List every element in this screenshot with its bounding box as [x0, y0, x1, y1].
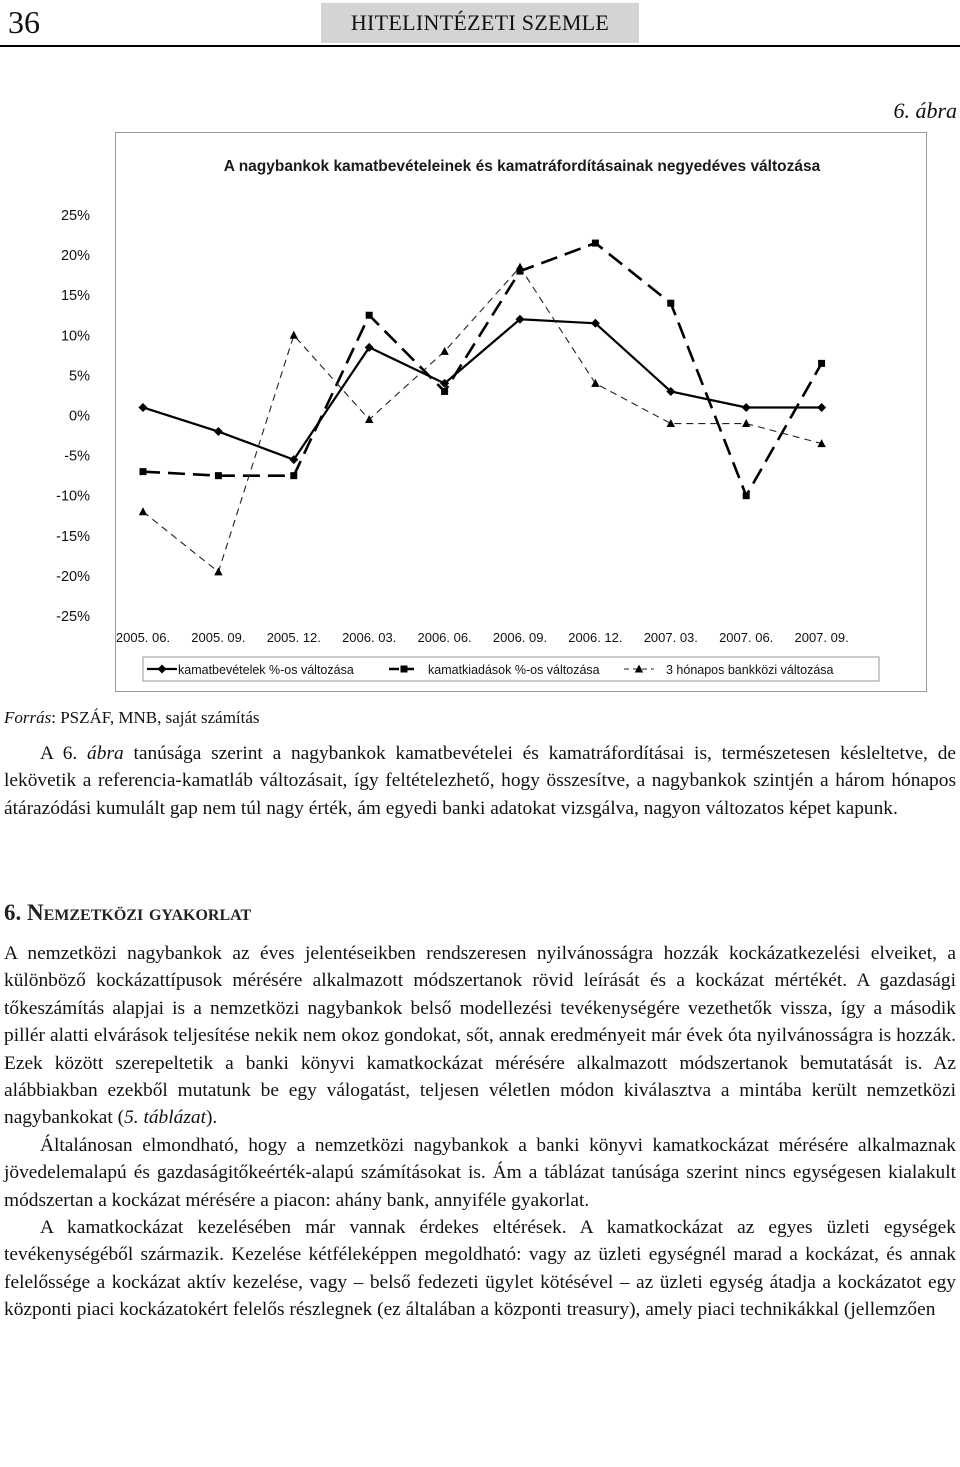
- paragraph-3: Általánosan elmondható, hogy a nemzetközi nagybankok a banki könyvi kamatkockázat mérésére alkalmaznak jövedelemalapú és gazdaságitőkeérték-alapú számításokat is. Ám a táblázat tanúsága szerint nincs egységesen kialakult módszertan a kockázat mérésére a piacon: ahány bank, annyiféle gyakorlat.: [4, 1134, 956, 1211]
- legend-label-3: 3 hónapos bankközi változása: [666, 663, 834, 677]
- figure-label: 6. ábra: [893, 98, 957, 123]
- chart-title: A nagybankok kamatbevételeinek és kamatráfordításainak negyedéves változása: [223, 158, 821, 175]
- section-body: [4, 940, 956, 1324]
- legend-marker-2: [401, 666, 408, 673]
- series-3-point: [591, 379, 599, 387]
- y-tick-label: 0%: [69, 408, 90, 425]
- y-tick-label: 25%: [60, 208, 90, 224]
- chart-frame: [56, 132, 927, 692]
- figure-source: [4, 708, 260, 728]
- series-2-point: [140, 468, 147, 475]
- x-tick-label: 2006. 12.: [568, 630, 623, 645]
- series-2-point: [441, 388, 448, 395]
- paragraph-intro: [4, 740, 956, 822]
- source-label: Forrás: [4, 708, 52, 727]
- x-tick-label: 2006. 06.: [417, 630, 472, 645]
- series-line-1: [143, 319, 822, 459]
- series-3-point: [667, 419, 675, 427]
- legend-label-2: kamatkiadások %-os változása: [428, 663, 600, 677]
- y-tick-label: -20%: [56, 568, 90, 585]
- paragraph-4: A kamatkockázat kezelésében már vannak érdekes eltérések. A kamatkockázat az egyes üzleti egységek tevékenységéből származik. Kezelése kétféleképpen megoldható: vagy az üzleti egységnél marad a kockázat, és annak felelőssége a kockázat aktív kezelése, vagy – belső fedezeti ügylet kötésével – az üzleti egység átadja a kockázatot egy központi piaci kockázatokért felelős részlegnek (ez általában a központi treasury), amely piaci technikákkal (jellemzően: [4, 1217, 956, 1321]
- series-2-point: [215, 472, 222, 479]
- x-tick-label: 2007. 09.: [794, 630, 849, 645]
- series-2-point: [366, 312, 373, 319]
- y-tick-label: 10%: [60, 328, 90, 345]
- section-number: 6.: [4, 900, 27, 925]
- journal-title: HITELINTÉZETI SZEMLE: [321, 3, 639, 43]
- paragraph-2-end: ).: [205, 1107, 218, 1129]
- series-3-point: [139, 507, 147, 515]
- series-1-point: [139, 403, 148, 412]
- series-3-point: [516, 263, 524, 271]
- y-tick-label: 5%: [69, 368, 90, 385]
- x-tick-label: 2005. 09.: [191, 630, 246, 645]
- page-number: 36: [8, 4, 40, 40]
- x-tick-label: 2006. 09.: [492, 630, 548, 645]
- intro-figure-ref: ábra: [87, 743, 124, 764]
- series-1-point: [742, 403, 751, 412]
- series-3-point: [214, 567, 222, 575]
- x-tick-label: 2006. 03.: [342, 630, 397, 645]
- series-1-point: [817, 403, 826, 412]
- intro-rest: tanúsága szerint a nagybankok kamatbevételei és kamatráfordításai is, természetesen késleltetve, de lekövetik a referencia-kamatláb változásait, így feltételezhető, hogy összesítve, a nagybankok szintjén a három hónapos átárazódási kumulált gap nem túl nagy érték, ám egyedi banki adatokat vizsgálva, nagyon változatos képet kapunk.: [4, 743, 956, 819]
- series-3-point: [290, 331, 298, 339]
- x-tick-label: 2007. 03.: [643, 630, 698, 645]
- legend-label-1: kamatbevételek %-os változása: [178, 663, 354, 677]
- series-2-point: [290, 472, 297, 479]
- section-heading: [4, 900, 251, 926]
- intro-prefix: A 6.: [40, 743, 88, 764]
- series-1-point: [214, 427, 223, 436]
- series-3-point: [440, 347, 448, 355]
- table-ref: 5. táblázat: [124, 1107, 206, 1129]
- y-tick-label: -15%: [56, 528, 90, 545]
- y-tick-label: 15%: [60, 288, 90, 305]
- section-title: Nemzetközi gyakorlat: [27, 900, 252, 925]
- series-2-point: [743, 492, 750, 499]
- series-line-3: [143, 267, 822, 572]
- series-3-point: [742, 419, 750, 427]
- series-2-point: [667, 300, 674, 307]
- series-2-point: [818, 360, 825, 367]
- line-chart: [56, 133, 926, 691]
- x-tick-label: 2005. 06.: [115, 630, 171, 645]
- series-line-2: [143, 243, 822, 496]
- x-tick-label: 2005. 12.: [266, 630, 321, 645]
- y-tick-label: -5%: [64, 448, 90, 465]
- y-tick-label: -10%: [56, 488, 90, 505]
- series-2-point: [592, 240, 599, 247]
- source-text: : PSZÁF, MNB, saját számítás: [51, 708, 260, 727]
- header-rule: [0, 45, 960, 47]
- paragraph-2: [4, 940, 956, 1132]
- y-tick-label: -25%: [56, 609, 90, 625]
- y-tick-label: 20%: [60, 248, 90, 265]
- x-tick-label: 2007. 06.: [719, 630, 774, 645]
- paragraph-2-text: A nemzetközi nagybankok az éves jelentéseikben rendszeresen nyilvánosságra hozzák kockázatkezelési elveiket, a különböző kockázattípusok mérésére alkalmazott módszertanok rövid leírását és a kockázat mértékét. A gazdasági tőkeszámítás alapjai is a nemzetközi nagybankok belső modellezési tevékenységére vezethetők vissza, így a második pillér alatti elvárások teljesítése nekik nem okoz gondokat, sőt, annak eredményeit már évek óta nyilvánosságra is hozzák. Ezek között szerepeltetik a banki könyvi kamatkockázat mérésére alkalmazott módszertanok bemutatását is. Az alábbiakban ezekből mutatunk be egy válogatást, teljesen véletlen módon kiválasztva a mintába került nemzetközi nagybankokat (: [4, 943, 956, 1129]
